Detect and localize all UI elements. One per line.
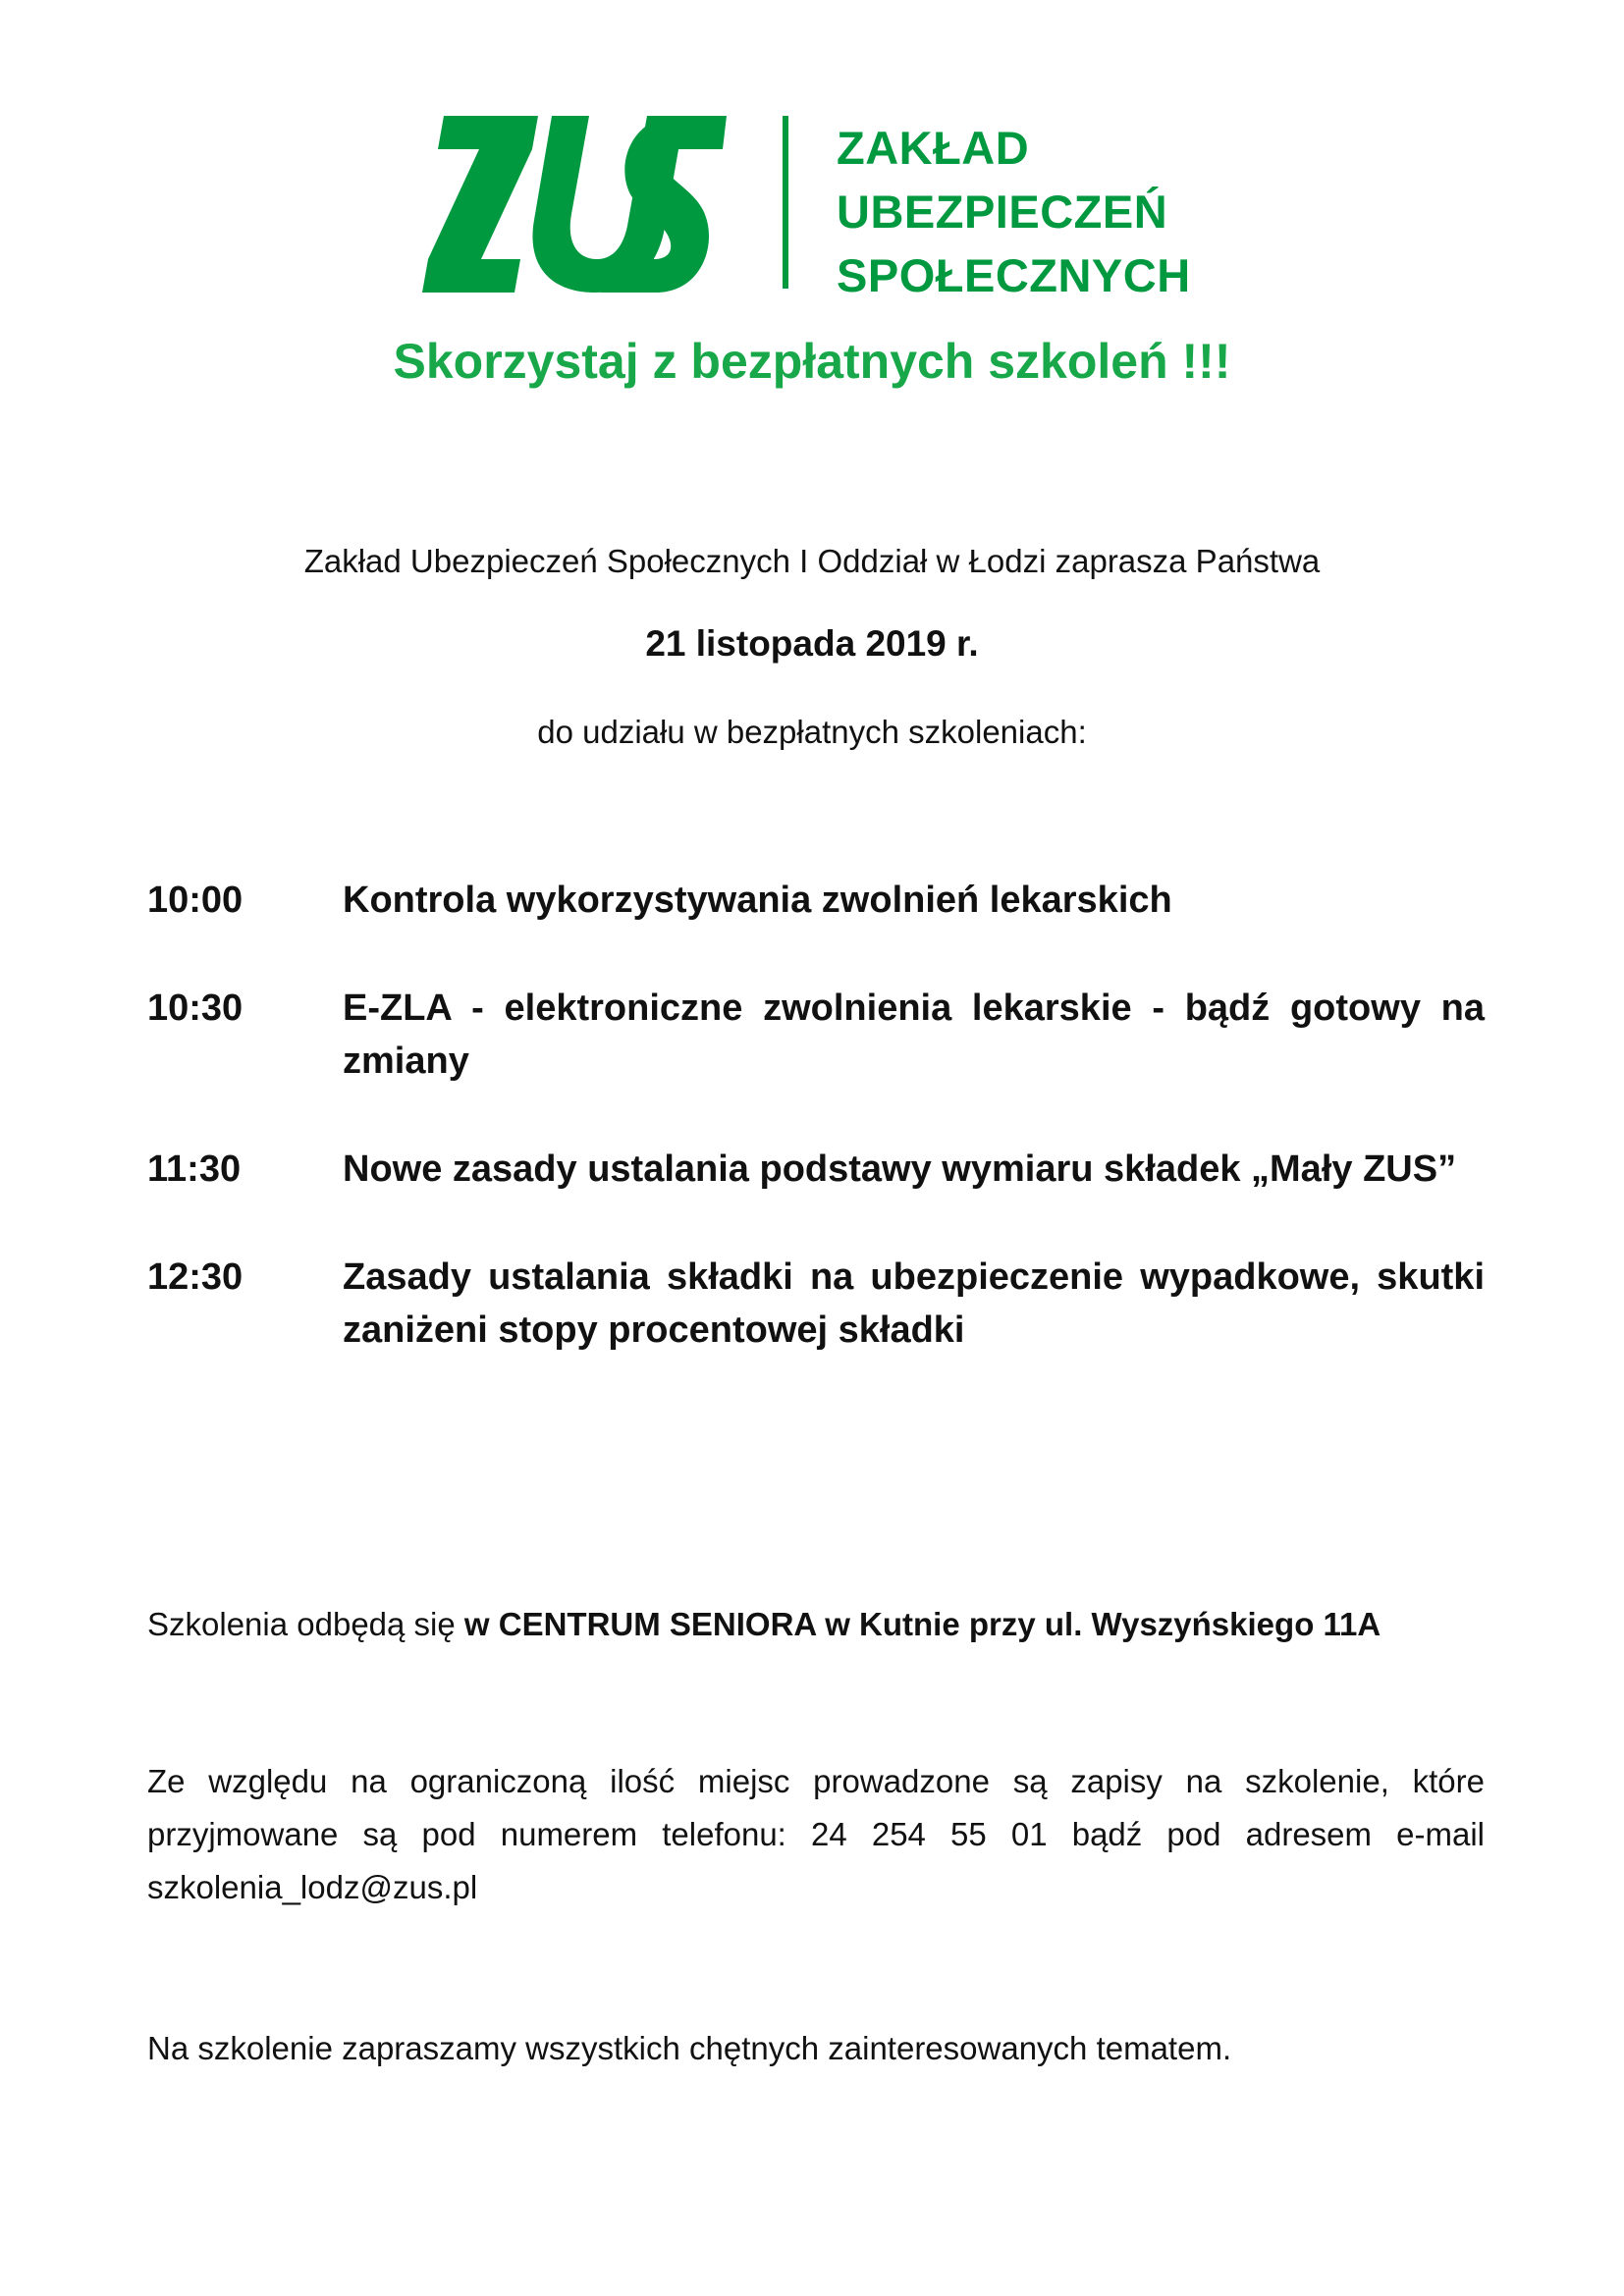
location-place: w CENTRUM SENIORA w Kutnie przy ul. Wyszyńskiego 11A xyxy=(463,1606,1381,1642)
schedule-time: 10:00 xyxy=(147,880,244,921)
schedule-title: Nowe zasady ustalania podstawy wymiaru składek „Mały ZUS” xyxy=(343,1148,1457,1190)
schedule-title: Kontrola wykorzystywania zwolnień lekarskich xyxy=(343,880,1172,921)
schedule-row xyxy=(147,1143,1485,1196)
logo-name-line: ZAKŁAD xyxy=(837,122,1030,174)
logo-name-line: SPOŁECZNYCH xyxy=(837,249,1191,301)
signup-paragraph: Ze względu na ograniczoną ilość miejsc prowadzone są zapisy na szkolenie, które przyjmowane są pod numerem telefonu: 24 254 55 01 bądź pod adresem e-mail szkolenia_lodz@zus.pl xyxy=(147,1763,1485,1905)
schedule-time: 10:30 xyxy=(147,988,244,1029)
closing-paragraph: Na szkolenie zapraszamy wszystkich chętnych zainteresowanych tematem. xyxy=(147,2030,1232,2066)
schedule-row xyxy=(147,982,1485,1088)
logo-name-line: UBEZPIECZEŃ xyxy=(837,186,1168,238)
schedule-row xyxy=(147,874,1485,927)
schedule-row xyxy=(147,1251,1485,1357)
zus-logo xyxy=(422,116,1227,301)
event-date: 21 listopada 2019 r. xyxy=(645,623,979,664)
location-paragraph xyxy=(147,1598,1485,1651)
schedule-title: Zasady ustalania składki na ubezpieczenie wypadkowe, skutki zaniżeni stopy procentowej składki xyxy=(343,1256,1485,1351)
training-schedule xyxy=(147,874,1485,1412)
location-prefix: Szkolenia odbędą się xyxy=(147,1606,464,1642)
logo-institution-name xyxy=(837,116,1229,307)
intro-subline: do udziału w bezpłatnych szkoleniach: xyxy=(537,714,1087,750)
logo-divider xyxy=(783,116,788,289)
schedule-time: 12:30 xyxy=(147,1256,244,1298)
schedule-time: 11:30 xyxy=(147,1148,242,1190)
zus-logo-mark xyxy=(422,116,727,293)
page-headline: Skorzystaj z bezpłatnych szkoleń !!! xyxy=(393,334,1231,389)
intro-invitation: Zakład Ubezpieczeń Społecznych I Oddział w Łodzi zaprasza Państwa xyxy=(303,543,1321,579)
schedule-title: E-ZLA - elektroniczne zwolnienia lekarskie - bądź gotowy na zmiany xyxy=(343,988,1485,1082)
